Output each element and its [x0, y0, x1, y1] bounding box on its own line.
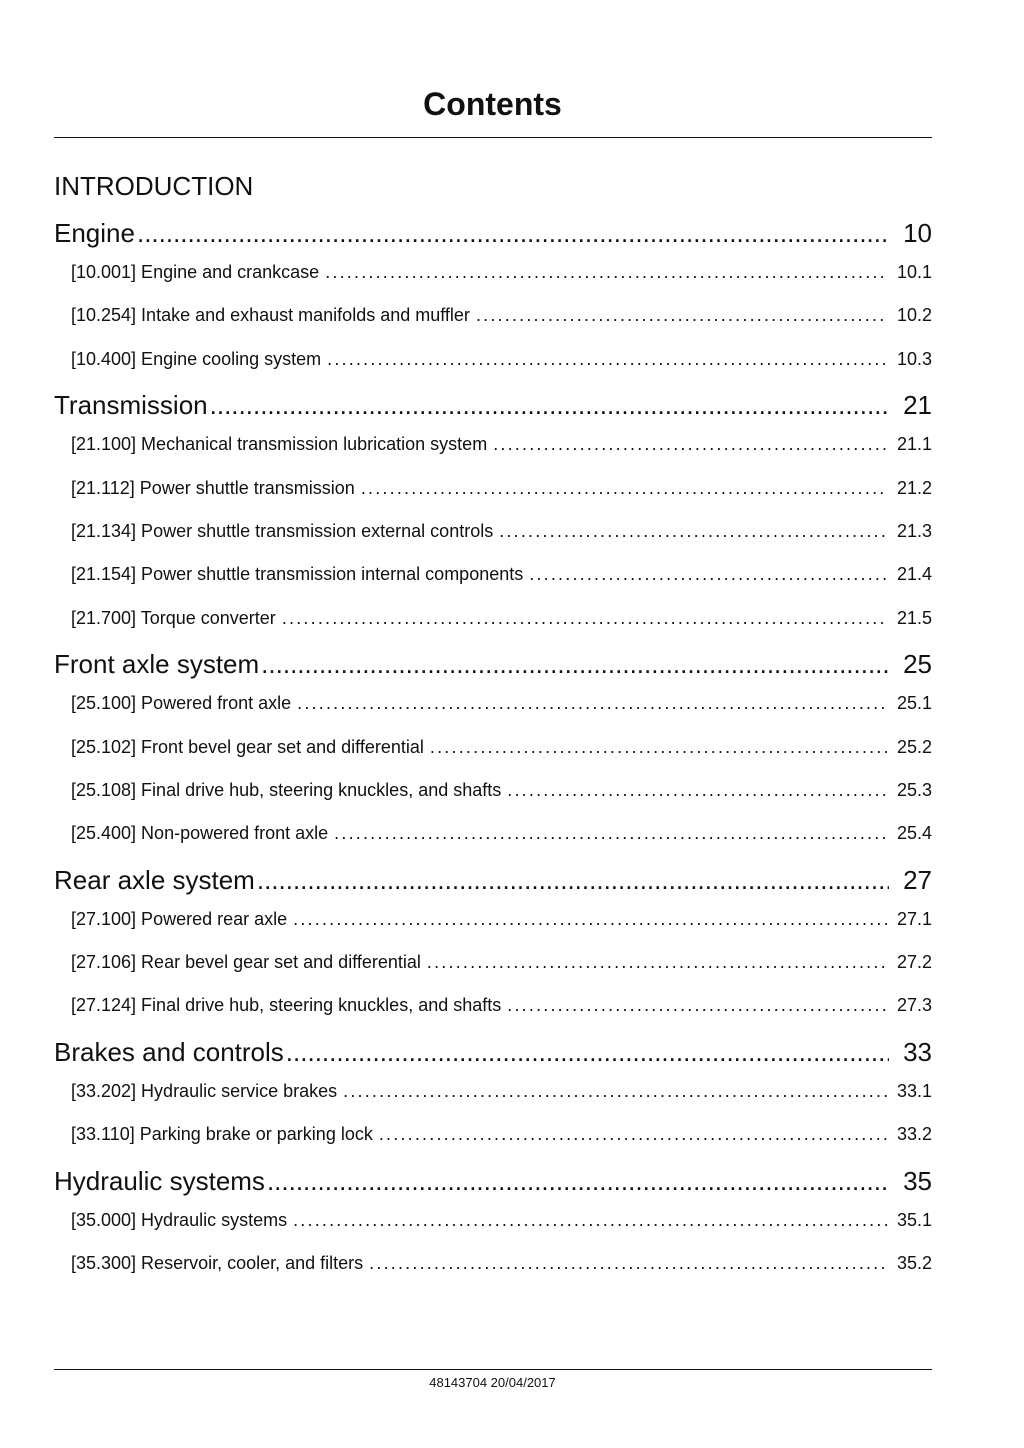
section-list [54, 1199, 932, 1286]
dot-leader [210, 387, 889, 423]
section-title: [21.100] Mechanical transmission lubrication system [71, 434, 488, 455]
dot-leader [361, 467, 887, 510]
chapter-entry[interactable] [54, 646, 932, 682]
chapter-title: Front axle system [54, 649, 260, 680]
dot-leader [257, 862, 889, 898]
title-divider [54, 137, 932, 138]
section-page: 35.1 [896, 1209, 932, 1230]
dot-leader [297, 682, 887, 725]
section-entry[interactable] [54, 682, 932, 725]
section-title: [27.100] Powered rear axle [71, 908, 288, 929]
section-title: [35.300] Reservoir, cooler, and filters [71, 1253, 364, 1274]
section-page: 27.1 [896, 908, 932, 929]
page-title: Contents [423, 86, 562, 122]
dot-leader [334, 812, 887, 855]
section-entry[interactable] [54, 1242, 932, 1285]
chapter-title: Brakes and controls [54, 1036, 284, 1067]
section-entry[interactable] [54, 294, 932, 337]
section-entry[interactable] [54, 553, 932, 596]
chapter-engine [54, 215, 932, 381]
dot-leader [529, 553, 887, 596]
dot-leader [369, 1242, 887, 1285]
chapter-page: 10 [903, 218, 932, 248]
chapter-entry[interactable] [54, 862, 932, 898]
section-entry[interactable] [54, 984, 932, 1027]
section-entry[interactable] [54, 812, 932, 855]
section-entry[interactable] [54, 251, 932, 294]
dot-leader [261, 646, 889, 682]
dot-leader [476, 294, 887, 337]
section-entry[interactable] [54, 597, 932, 640]
dot-leader [427, 941, 887, 984]
chapter-front-axle-system [54, 646, 932, 856]
section-title: [21.112] Power shuttle transmission [71, 477, 355, 498]
section-list [54, 251, 932, 381]
chapter-page: 33 [903, 1036, 932, 1067]
chapter-transmission [54, 387, 932, 640]
section-page: 21.1 [896, 434, 932, 455]
chapter-page: 25 [903, 649, 932, 680]
section-list [54, 898, 932, 1028]
section-page: 10.3 [896, 348, 932, 369]
section-page: 27.2 [896, 952, 932, 973]
section-entry[interactable] [54, 726, 932, 769]
dot-leader [379, 1113, 887, 1156]
dot-leader [327, 338, 887, 381]
section-page: 33.1 [896, 1080, 932, 1101]
section-title: [21.154] Power shuttle transmission internal components [71, 564, 524, 585]
chapter-page: 27 [903, 864, 932, 895]
table-of-contents [54, 168, 932, 1285]
chapter-title: Transmission [54, 390, 208, 421]
toc-introduction[interactable]: INTRODUCTION [54, 171, 254, 201]
dot-leader [430, 726, 887, 769]
section-title: [33.110] Parking brake or parking lock [71, 1124, 373, 1145]
dot-leader [499, 510, 887, 553]
dot-leader [507, 984, 887, 1027]
dot-leader [343, 1070, 887, 1113]
dot-leader [293, 1199, 887, 1242]
section-title: [10.400] Engine cooling system [71, 348, 322, 369]
footer-divider [54, 1369, 932, 1370]
section-entry[interactable] [54, 1199, 932, 1242]
chapter-page: 35 [903, 1165, 932, 1196]
section-page: 25.1 [896, 693, 932, 714]
section-title: [25.100] Powered front axle [71, 693, 292, 714]
section-title: [10.254] Intake and exhaust manifolds and muffler [71, 305, 470, 326]
chapter-entry[interactable] [54, 387, 932, 423]
chapter-title: Engine [54, 218, 135, 248]
section-entry[interactable] [54, 510, 932, 553]
section-title: [33.202] Hydraulic service brakes [71, 1080, 338, 1101]
chapter-entry[interactable] [54, 215, 932, 251]
chapter-entry[interactable] [54, 1034, 932, 1070]
section-page: 21.4 [896, 564, 932, 585]
section-page: 21.2 [896, 477, 932, 498]
chapter-title: Rear axle system [54, 864, 255, 895]
section-entry[interactable] [54, 338, 932, 381]
footer-doc-id: 48143704 20/04/2017 [429, 1375, 556, 1390]
chapter-rear-axle-system [54, 862, 932, 1028]
section-page: 25.4 [896, 823, 932, 844]
section-entry[interactable] [54, 769, 932, 812]
section-page: 25.3 [896, 779, 932, 800]
section-title: [25.102] Front bevel gear set and differential [71, 736, 424, 757]
section-page: 21.3 [896, 520, 932, 541]
chapter-hydraulic-systems [54, 1163, 932, 1286]
section-list [54, 423, 932, 640]
section-title: [10.001] Engine and crankcase [71, 262, 320, 282]
section-page: 10.2 [896, 305, 932, 326]
section-entry[interactable] [54, 467, 932, 510]
section-entry[interactable] [54, 423, 932, 466]
chapter-title: Hydraulic systems [54, 1165, 265, 1196]
dot-leader [282, 597, 887, 640]
section-list [54, 682, 932, 856]
section-title: [27.124] Final drive hub, steering knuckles, and shafts [71, 995, 502, 1016]
chapter-brakes-and-controls [54, 1034, 932, 1157]
section-title: [27.106] Rear bevel gear set and differential [71, 952, 421, 973]
section-page: 21.5 [896, 607, 932, 628]
section-title: [25.400] Non-powered front axle [71, 823, 329, 844]
section-title: [25.108] Final drive hub, steering knuckles, and shafts [71, 779, 502, 800]
dot-leader [325, 251, 887, 294]
chapter-page: 21 [903, 390, 932, 421]
section-entry[interactable] [54, 941, 932, 984]
section-page: 25.2 [896, 736, 932, 757]
section-page: 35.2 [896, 1253, 932, 1274]
dot-leader [137, 215, 889, 251]
section-entry[interactable] [54, 1070, 932, 1113]
dot-leader [286, 1034, 889, 1070]
section-page: 33.2 [896, 1124, 932, 1145]
dot-leader [507, 769, 887, 812]
chapter-entry[interactable] [54, 1163, 932, 1199]
section-list [54, 1070, 932, 1157]
section-page: 27.3 [896, 995, 932, 1016]
dot-leader [293, 898, 887, 941]
section-title: [35.000] Hydraulic systems [71, 1209, 288, 1230]
section-title: [21.700] Torque converter [71, 607, 276, 628]
dot-leader [493, 423, 887, 466]
section-title: [21.134] Power shuttle transmission external controls [71, 520, 494, 541]
section-entry[interactable] [54, 898, 932, 941]
section-page: 10.1 [896, 262, 932, 282]
dot-leader [267, 1163, 889, 1199]
section-entry[interactable] [54, 1113, 932, 1156]
